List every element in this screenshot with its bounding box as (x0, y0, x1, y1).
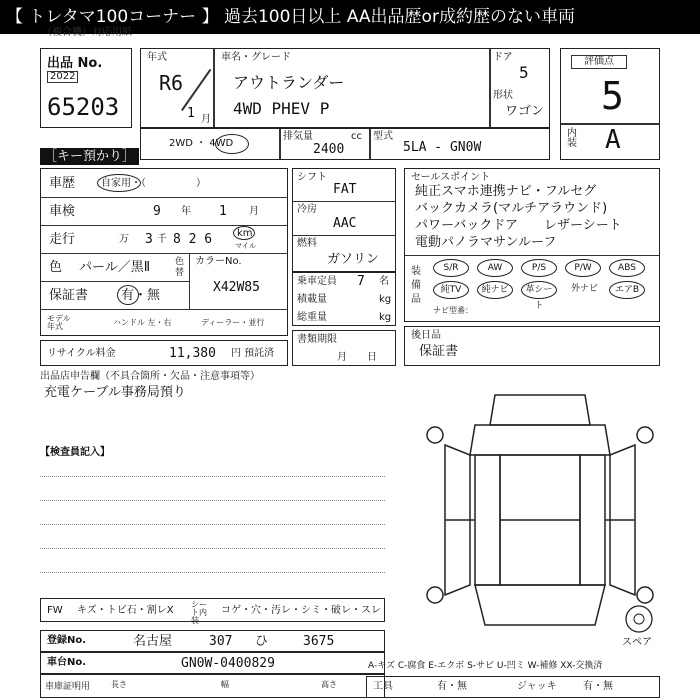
cert-height: 高さ (321, 680, 337, 689)
cc-unit: cc (351, 131, 362, 142)
equip-abs: ABS (609, 259, 645, 277)
registration-area: 名古屋 (133, 634, 173, 649)
mileage-unit-km: km (237, 228, 253, 239)
mileage-label: 走行 (49, 232, 76, 247)
inspection-month-unit: 月 (249, 206, 259, 217)
sales-point-line: 電動パノラマサンルーフ (415, 235, 557, 250)
capacity-unit: 名 (379, 276, 389, 287)
spare-tire-icon (622, 604, 656, 634)
recycle-value: 11,380 (169, 346, 216, 361)
inspection-year-unit: 年 (181, 206, 191, 217)
warranty-yes-circle (117, 285, 139, 305)
type-value: 5LA - GN0W (403, 140, 482, 155)
weight-unit: kg (379, 312, 392, 323)
equip-sunroof: S/R (433, 259, 469, 277)
model-grade: 4WD PHEV P (233, 99, 330, 118)
divider (189, 253, 190, 309)
load-unit: kg (379, 294, 392, 305)
equipment-label: 装備品 (411, 266, 421, 305)
load-label: 積載量 (297, 294, 327, 305)
shift-label: シフト (297, 172, 327, 183)
equip-leather-seats: 革シート (521, 281, 557, 299)
lot-box (40, 48, 132, 128)
km-circle (233, 226, 255, 240)
seat-label: シート内装 (191, 600, 207, 625)
equip-power-windows: P/W (565, 259, 601, 277)
sheet-note: （複合機）対応用紙 (42, 27, 132, 38)
garage-cert-row (40, 674, 385, 698)
sales-point-line: 純正スマホ連携ナビ・フルセグ (415, 184, 597, 199)
lot-label: 出品 No. (47, 56, 103, 71)
divider (41, 309, 287, 310)
registration-row (40, 630, 385, 652)
divider (293, 201, 395, 202)
divider (41, 197, 287, 198)
interior-value: A (605, 125, 621, 155)
fw-label: FW (47, 605, 63, 616)
docs-block (292, 330, 396, 366)
top-banner: 【 トレタマ100コーナー 】 過去100日以上 AA出品歴or成約歴のない車両 (0, 0, 700, 34)
recycle-unit: 円 預託済 (231, 348, 275, 359)
mileage-unit-mile: マイル (235, 242, 256, 250)
score-box (560, 48, 660, 160)
color-value: パール／黒Ⅱ (79, 260, 151, 275)
divider (293, 235, 395, 236)
docs-unit: 月 日 (337, 352, 377, 363)
damage-legend: A-キズ C-腐食 E-エクボ S-サビ U-凹ミ W-補修 XX-交換済 (368, 661, 603, 671)
divider (213, 49, 215, 127)
capacity-value: 7 (357, 274, 365, 289)
warranty-value: 有・無 (121, 288, 161, 303)
divider (41, 225, 287, 226)
equip-power-steering: P/S (521, 259, 557, 277)
doors-label: ドア (493, 52, 513, 63)
equip-airbag: エアB (609, 281, 645, 299)
color-change-label: 色替 (175, 257, 185, 278)
inspector-line (40, 524, 385, 525)
chassis-value: GN0W-0400829 (181, 656, 275, 671)
fuel-value: ガソリン (327, 252, 380, 267)
handle-side: ハンドル 左・右 (113, 318, 172, 327)
mileage-thousands: 3 (145, 232, 153, 247)
post-goods-label: 後日品 (411, 330, 441, 341)
recycle-row (40, 340, 288, 366)
equip-aftermarket-nav: 外ナビ (571, 284, 599, 294)
post-goods-block (404, 326, 660, 366)
drive-selected-circle (215, 134, 249, 154)
shape-value: ワゴン (505, 104, 545, 119)
jack-label: ジャッキ (517, 681, 557, 692)
key-held-badge: ［キー預かり］ (40, 148, 139, 165)
warranty-label: 保証書 (49, 288, 89, 303)
equip-alloy-wheels: AW (477, 259, 513, 277)
inspector-line (40, 476, 385, 477)
cert-label: 車庫証明用 (45, 682, 91, 692)
sales-points-label: セールスポイント (411, 172, 491, 183)
drive-row (140, 128, 550, 160)
divider (41, 253, 287, 254)
registration-kana: ひ (255, 634, 269, 649)
equip-oem-tv: 純TV (433, 281, 469, 299)
vehicle-info-block (40, 168, 288, 336)
tools-row (366, 676, 660, 698)
year-tag: 2022 (47, 71, 78, 83)
history-value: 自家用・（ ） (101, 178, 206, 189)
sales-point-line: バックカメラ(マルチアラウンド) (415, 201, 608, 216)
tools-value: 有・無 (437, 681, 467, 692)
equip-oem-nav: 純ナビ (477, 281, 513, 299)
score-value: 5 (601, 74, 624, 118)
dealer-import: ディーラー・並行 (201, 318, 265, 327)
capacity-label: 乗車定員 (297, 276, 337, 287)
divider (489, 49, 491, 127)
sales-block (404, 168, 660, 322)
shift-value: FAT (333, 182, 357, 197)
inspector-line (40, 500, 385, 501)
registration-number: 3675 (303, 634, 335, 649)
registration-class: 307 (209, 634, 233, 649)
model-year-label: モデル年式 (47, 314, 71, 331)
model-name: アウトランダー (233, 73, 345, 92)
inspector-line (40, 572, 385, 573)
year-month: 1 (187, 106, 195, 121)
cert-length: 長さ (111, 680, 127, 689)
model-box (140, 48, 550, 128)
fw-row (40, 598, 385, 625)
divider (369, 129, 371, 159)
color-no-label: カラーNo. (195, 256, 242, 267)
divider (41, 281, 189, 282)
slash-mark (181, 69, 211, 111)
inspector-label: 【検査員記入】 (40, 447, 110, 458)
remarks-label: 出品店申告欄（不具合箇所・欠品・注意事項等） (40, 371, 260, 382)
inspection-label: 車検 (49, 204, 76, 219)
jack-value: 有・無 (583, 681, 613, 692)
doors-value: 5 (519, 63, 529, 82)
history-label: 車歴 (49, 176, 76, 191)
private-use-circle (97, 174, 141, 192)
inspector-line (40, 548, 385, 549)
spare-label: スペア (622, 637, 652, 648)
divider (279, 129, 281, 159)
divider (405, 255, 659, 256)
color-label: 色 (49, 260, 63, 275)
year-era: R6 (159, 71, 184, 95)
inspection-year: 9 (153, 204, 161, 219)
year-label: 年式 (147, 52, 167, 63)
weight-label: 総重量 (297, 312, 327, 323)
recycle-label: リサイクル料金 (47, 348, 116, 359)
fw-items: キズ・トビ石・割レX (77, 605, 174, 616)
tools-label: 工具 (373, 681, 393, 692)
nav-model-label: ナビ型番： (433, 306, 473, 315)
interior-label: 内装 (567, 128, 577, 149)
post-goods-value: 保証書 (419, 344, 459, 359)
remarks-value: 充電ケーブル事務局預り (44, 385, 186, 400)
spec-block (292, 168, 396, 272)
cert-width: 幅 (221, 680, 229, 689)
displacement-value: 2400 (313, 142, 345, 157)
color-no-value: X42W85 (213, 280, 260, 295)
ac-value: AAC (333, 216, 357, 231)
mileage-sen-unit: 千 (157, 234, 167, 245)
chassis-label: 車台No. (47, 657, 87, 668)
mileage-value: 8 2 6 (173, 232, 213, 247)
model-label: 車名・グレード (221, 52, 291, 63)
sales-point-line: パワーバックドア レザーシート (415, 218, 622, 233)
chassis-row (40, 652, 385, 674)
mileage-man-unit: 万 (119, 234, 129, 245)
type-label: 型式 (373, 131, 393, 142)
score-label: 評価点 (571, 55, 627, 69)
lot-number: 65203 (47, 93, 120, 121)
ac-label: 冷房 (297, 204, 317, 215)
shape-label: 形状 (493, 90, 513, 101)
fuel-label: 燃料 (297, 238, 317, 249)
docs-label: 書類期限 (297, 334, 337, 345)
displacement-label: 排気量 (283, 131, 313, 142)
inspection-month: 1 (219, 204, 227, 219)
seat-items: コゲ・穴・汚レ・シミ・破レ・スレ (221, 605, 381, 616)
year-month-unit: 月 (201, 114, 211, 125)
registration-label: 登録No. (47, 635, 87, 646)
capacity-block (292, 272, 396, 326)
drive-options: 2WD ・ 4WD (169, 138, 234, 149)
